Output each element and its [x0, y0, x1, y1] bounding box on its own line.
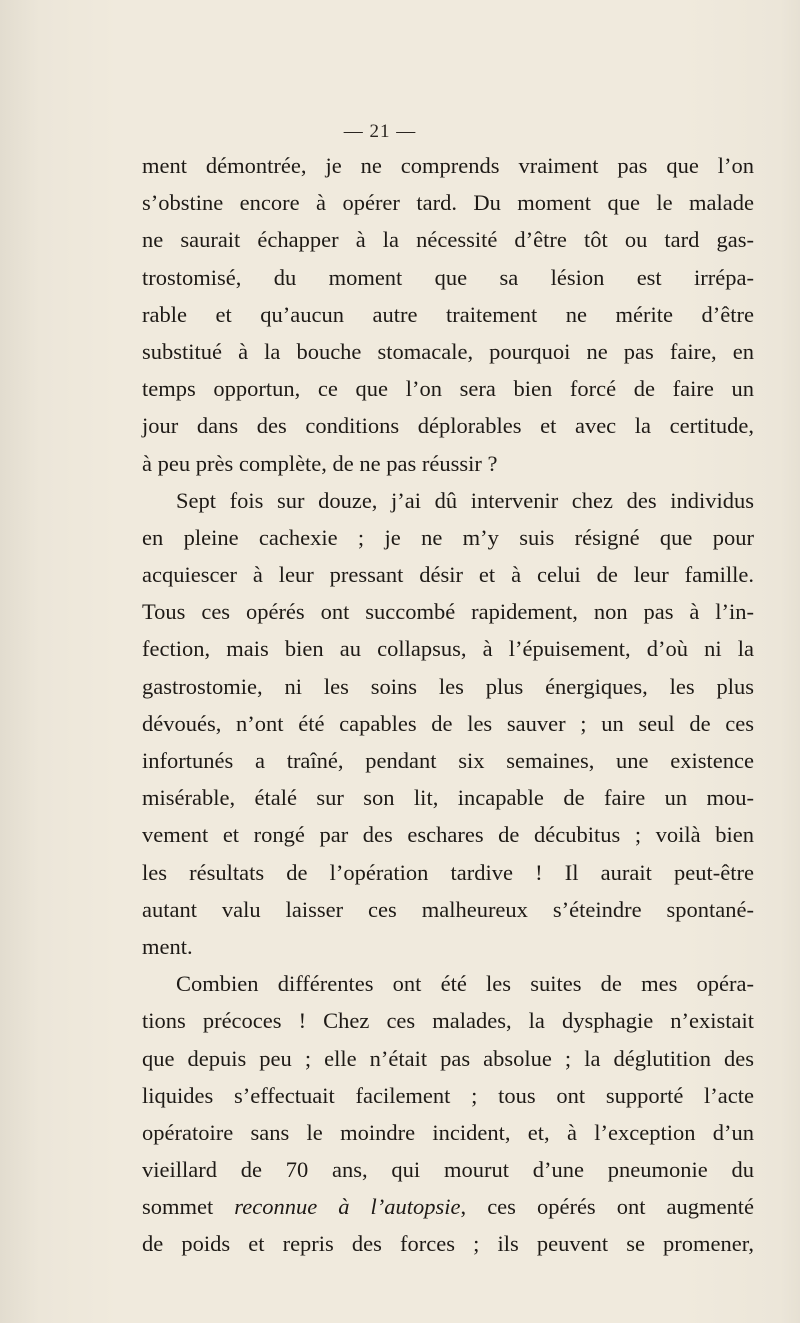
text-line: de poids et repris des forces ; ils peuvent se promener,	[142, 1231, 754, 1257]
text-line: substitué à la bouche stomacale, pourquoi ne pas faire, en	[142, 338, 754, 364]
text-line: Sept fois sur douze, j’ai dû intervenir chez des individus	[176, 487, 754, 513]
text-line: ment.	[142, 933, 193, 959]
text-line: gastrostomie, ni les soins les plus énergiques, les plus	[142, 673, 754, 699]
italic-phrase: reconnue à l’autopsie	[234, 1194, 461, 1220]
text-line: autant valu laisser ces malheureux s’éteindre spontané-	[142, 896, 754, 922]
body-text	[142, 147, 754, 1263]
text-line: temps opportun, ce que l’on sera bien forcé de faire un	[142, 376, 754, 402]
text-line: jour dans des conditions déplorables et avec la certitude,	[142, 413, 754, 439]
text-line: rable et qu’aucun autre traitement ne mérite d’être	[142, 301, 754, 327]
text-line: en pleine cachexie ; je ne m’y suis résigné que pour	[142, 524, 754, 550]
text-line: que depuis peu ; elle n’était pas absolue ; la déglutition des	[142, 1045, 754, 1071]
text-fragment: sommet	[142, 1194, 235, 1220]
text-fragment: , ces opérés ont augmenté	[460, 1194, 754, 1220]
text-line: opératoire sans le moindre incident, et, à l’exception d’un	[142, 1119, 754, 1145]
text-line: tions précoces ! Chez ces malades, la dysphagie n’existait	[142, 1008, 754, 1034]
text-line: acquiescer à leur pressant désir et à celui de leur famille.	[142, 562, 754, 588]
text-line: à peu près complète, de ne pas réussir ?	[142, 450, 498, 476]
text-line: misérable, étalé sur son lit, incapable de faire un mou-	[142, 785, 754, 811]
text-line: s’obstine encore à opérer tard. Du moment que le malade	[142, 190, 754, 216]
text-line: vieillard de 70 ans, qui mourut d’une pneumonie du	[142, 1157, 754, 1183]
text-line: Combien différentes ont été les suites de mes opéra-	[176, 971, 754, 997]
text-line: les résultats de l’opération tardive ! Il aurait peut-être	[142, 859, 754, 885]
page-number: — 21 —	[343, 121, 417, 142]
text-line: Tous ces opérés ont succombé rapidement, non pas à l’in-	[142, 599, 754, 625]
text-line: ne saurait échapper à la nécessité d’être tôt ou tard gas-	[142, 227, 754, 253]
text-line: vement et rongé par des eschares de décubitus ; voilà bien	[142, 822, 754, 848]
text-line: liquides s’effectuait facilement ; tous ont supporté l’acte	[142, 1082, 754, 1108]
text-line: infortunés a traîné, pendant six semaines, une existence	[142, 748, 754, 773]
text-line: trostomisé, du moment que sa lésion est irrépa-	[142, 264, 754, 290]
text-line: ment démontrée, je ne comprends vraiment pas que l’on	[142, 153, 754, 178]
text-line-italic-phrase	[142, 1188, 754, 1225]
text-line: dévoués, n’ont été capables de les sauver ; un seul de ces	[142, 710, 754, 736]
text-line: fection, mais bien au collapsus, à l’épuisement, d’où ni la	[142, 636, 754, 662]
